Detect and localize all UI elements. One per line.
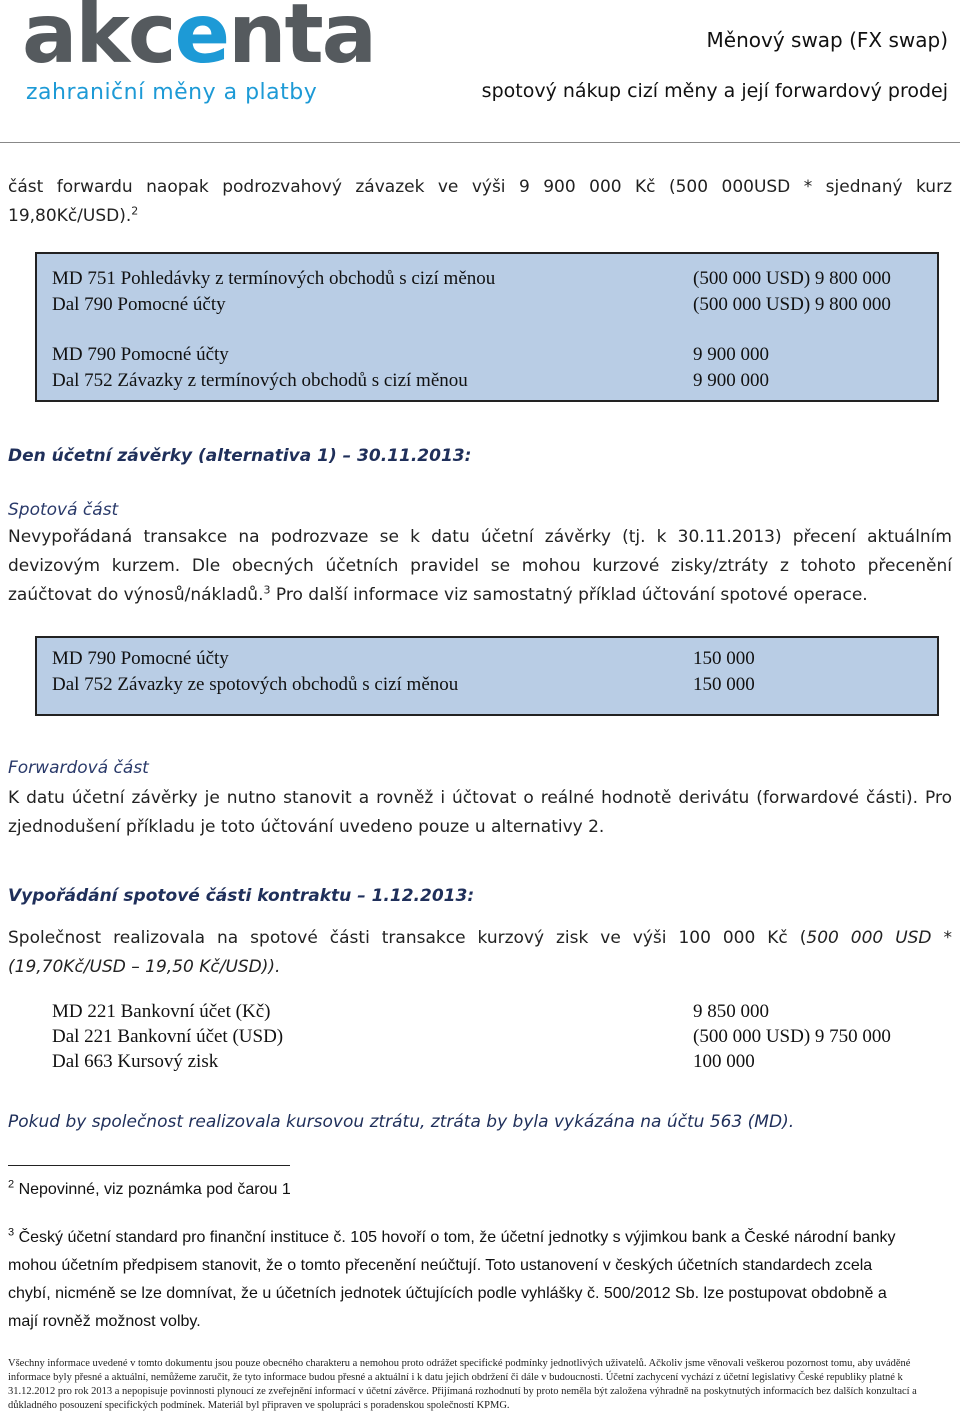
section-heading: Den účetní závěrky (alternativa 1) – 30.11.2013: xyxy=(8,446,472,466)
ledger-account: Dal 752 Závazky z termínových obchodů s cizí měnou xyxy=(52,370,468,391)
spot-text: Nevypořádaná transakce na podrozvaze se k datu účetní závěrky (tj. k 30.11.2013) přecení aktuálním devizovým kurzem. Dle obecných účetních pravidel se mohou kurzové zisky/ztráty z tohoto přecenění zaúčtovat do výnosů/nákladů. xyxy=(8,527,952,605)
settlement-paragraph xyxy=(8,924,952,982)
ledger-box-3 xyxy=(35,993,935,1081)
ledger-amount: (500 000 USD) 9 750 000 xyxy=(693,1026,891,1047)
logo-tagline: zahraniční měny a platby xyxy=(26,80,318,105)
ledger-account: Dal 221 Bankovní účet (USD) xyxy=(52,1026,284,1047)
ledger-account: Dal 790 Pomocné účty xyxy=(52,294,226,315)
logo-part-accent: e xyxy=(174,0,229,82)
ledger-amount: 9 900 000 xyxy=(693,370,769,391)
intro-paragraph xyxy=(8,173,952,231)
footnote-divider xyxy=(8,1165,290,1166)
forward-paragraph: K datu účetní závěrky je nutno stanovit a rovněž i účtovat o reálné hodnotě derivátu (forwardové části). Pro zjednodušení příkladu je toto účtování uvedeno pouze u alternativy 2. xyxy=(8,788,952,837)
ledger-account: MD 790 Pomocné účty xyxy=(52,344,229,365)
ledger-box-2 xyxy=(35,636,939,716)
page-title: Měnový swap (FX swap) xyxy=(706,28,948,52)
ledger-account: MD 790 Pomocné účty xyxy=(52,648,229,669)
intro-text: část forwardu naopak podrozvahový závazek ve výši 9 900 000 Kč (500 000USD * sjednaný kurz 19,80Kč/USD). xyxy=(8,177,952,226)
ledger-account: MD 751 Pohledávky z termínových obchodů s cizí měnou xyxy=(52,268,496,289)
logo-wordmark xyxy=(22,0,376,82)
ledger-amount: 9 850 000 xyxy=(693,1001,769,1022)
ledger-amount: 9 900 000 xyxy=(693,344,769,365)
footnote-text: Nepovinné, viz poznámka pod čarou 1 xyxy=(18,1181,291,1198)
subsection-title: Spotová část xyxy=(8,500,119,520)
settlement-text: Společnost realizovala na spotové části transakce kurzový zisk ve výši 100 000 Kč ( xyxy=(8,928,807,948)
logo-part: nta xyxy=(228,0,376,82)
ledger-account: Dal 752 Závazky ze spotových obchodů s cizí měnou xyxy=(52,674,459,695)
page-subtitle: spotový nákup cizí měny a její forwardový prodej xyxy=(481,80,948,102)
logo-part: akc xyxy=(22,0,175,82)
ledger-amount: 150 000 xyxy=(693,674,755,695)
settlement-formula: 500 000 USD * (19,70Kč/USD – 19,50 Kč/USD)). xyxy=(8,928,952,977)
ledger-amount: 150 000 xyxy=(693,648,755,669)
footnote-2 xyxy=(8,1176,908,1204)
ledger-amount: (500 000 USD) 9 800 000 xyxy=(693,294,891,315)
footnote-ref: 3 xyxy=(263,583,271,597)
section-heading: Vypořádání spotové části kontraktu – 1.12.2013: xyxy=(8,886,475,906)
ledger-account: MD 221 Bankovní účet (Kč) xyxy=(52,1001,271,1022)
ledger-amount: (500 000 USD) 9 800 000 xyxy=(693,268,891,289)
loss-note: Pokud by společnost realizovala kursovou ztrátu, ztráta by byla vykázána na účtu 563 (MD). xyxy=(8,1112,795,1132)
ledger-account: Dal 663 Kursový zisk xyxy=(52,1051,219,1072)
spot-paragraph xyxy=(8,523,952,610)
spot-text-cont: Pro další informace viz samostatný příklad účtování spotové operace. xyxy=(270,585,868,605)
ledger-box-1 xyxy=(35,252,939,402)
subsection-title: Forwardová část xyxy=(8,758,149,778)
footnote-number: 3 xyxy=(8,1226,15,1239)
ledger-amount: 100 000 xyxy=(693,1051,755,1072)
footnote-number: 2 xyxy=(8,1178,15,1191)
disclaimer: Všechny informace uvedené v tomto dokumentu jsou pouze obecného charakteru a nemohou proto odrážet specifické podmínky jednotlivých uživatelů. Ačkoliv jsme věnovali veškerou pozornost tomu, aby uváděné informace byly přesné a aktuální, nemůžeme zaručit, že tyto informace budou přesné a aktuální i k datu jejich obdržení či dále v budoucnosti. Účetní zachycení vychází z účetní legislativy České republiky platné k 31.12.2012 pro rok 2013 a nepopisuje povinnosti plynoucí ze zveřejnění informací v účetní závěrce. Přijímaná rozhodnutí by proto neměla být založena výhradně na poskytnutých informacích bez dalších konzultací a důkladného posouzení specifických podmínek. Materiál byl připraven ve spolupráci s poradenskou společností KPMG. xyxy=(8,1358,917,1411)
footnote-3 xyxy=(8,1224,908,1336)
footnote-ref: 2 xyxy=(131,204,139,218)
footnote-text: Český účetní standard pro finanční instituce č. 105 hovoří o tom, že účetní jednotky s výjimkou bank a České národní banky mohou účetním předpisem stanovit, že o tomto přecenění neúčtují. Toto ustanovení v českých účetních standardech zcela chybí, nicméně se lze domnívat, že u účetních jednotek účtujících podle vyhlášky č. 500/2012 Sb. lze postupovat obdobně a mají rovněž možnost volby. xyxy=(8,1229,896,1330)
header-divider xyxy=(0,142,960,143)
